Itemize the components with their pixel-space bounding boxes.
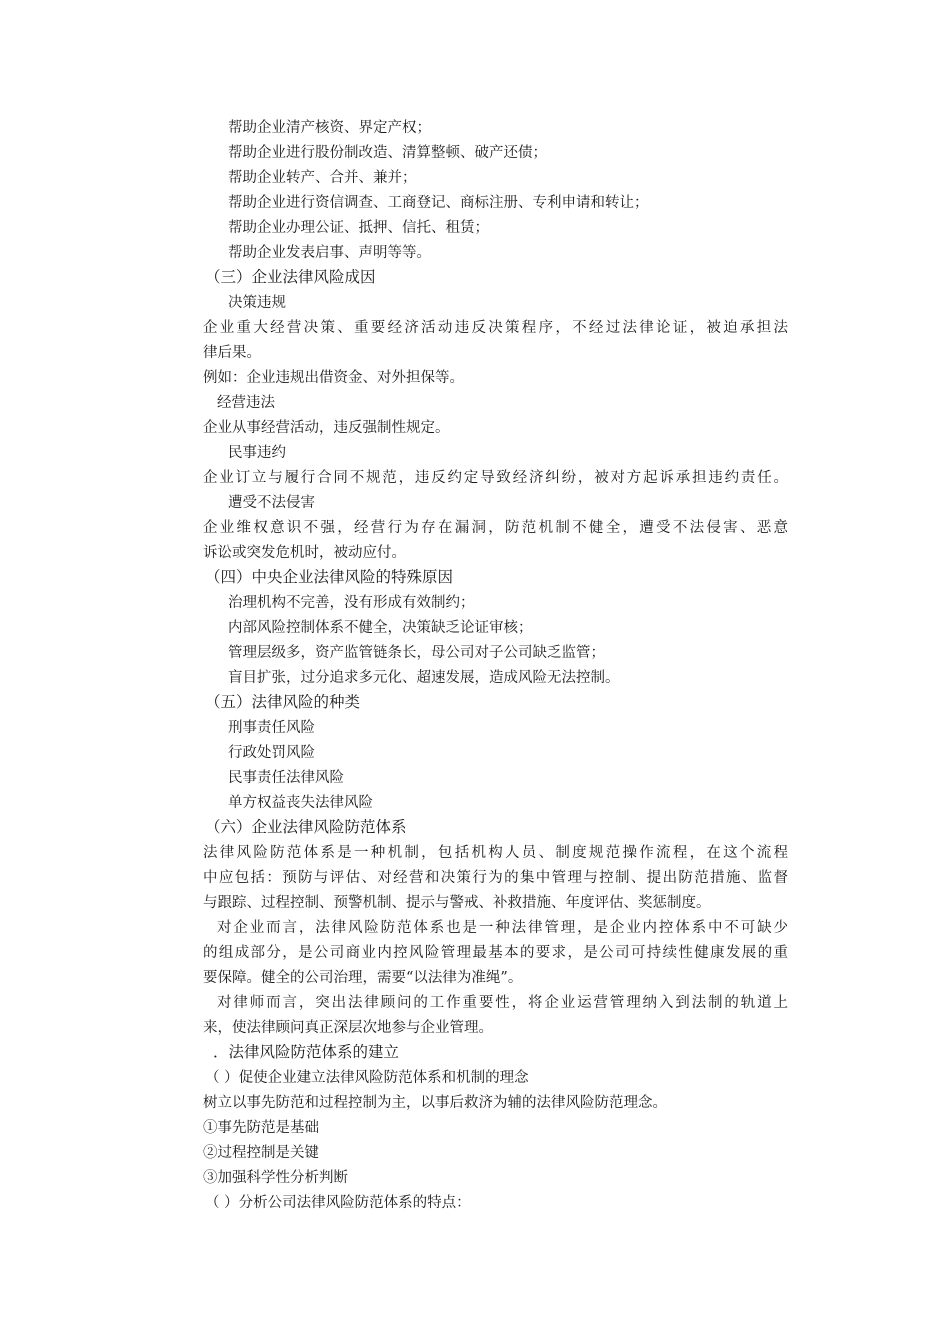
text-line: 帮助企业清产核资、界定产权； [228, 120, 431, 136]
subheading: 遭受不法侵害 [228, 495, 315, 511]
list-item: ②过程控制是关键 [203, 1145, 319, 1161]
section-heading: （四）中央企业法律风险的特殊原因 [205, 568, 454, 586]
paragraph-line: 来，使法律顾问真正深层次地参与企业管理。 [203, 1020, 493, 1036]
list-item: 民事责任法律风险 [228, 770, 344, 786]
section-heading: （三）企业法律风险成因 [205, 268, 376, 286]
paragraph-line: 的组成部分，是公司商业内控风险管理最基本的要求，是公司可持续性健康发展的重 [203, 945, 788, 961]
section-heading: ．法律风险防范体系的建立 [213, 1043, 400, 1061]
list-item: ③加强科学性分析判断 [203, 1170, 348, 1186]
paragraph-line: 律后果。 [203, 345, 261, 361]
subheading: 决策违规 [228, 295, 286, 311]
paragraph-line: 法律风险防范体系是一种机制，包括机构人员、制度规范操作流程，在这个流程 [203, 845, 788, 861]
subheading: 民事违约 [228, 445, 286, 461]
subsection-heading: （ ）分析公司法律风险防范体系的特点： [205, 1195, 471, 1211]
subheading: 经营违法 [217, 395, 275, 411]
list-item: ①事先防范是基础 [203, 1120, 319, 1136]
paragraph-line: 对企业而言，法律风险防范体系也是一种法律管理，是企业内控体系中不可缺少 [217, 920, 788, 936]
list-item: 刑事责任风险 [228, 720, 315, 736]
paragraph-line: 企业重大经营决策、重要经济活动违反决策程序，不经过法律论证，被迫承担法 [203, 320, 788, 336]
subsection-heading: （ ）促使企业建立法律风险防范体系和机制的理念 [205, 1070, 529, 1086]
paragraph-line: 例如：企业违规出借资金、对外担保等。 [203, 370, 464, 386]
paragraph-line: 要保障。健全的公司治理，需要“以法律为准绳”。 [203, 970, 523, 986]
text-line: 帮助企业办理公证、抵押、信托、租赁； [228, 220, 489, 236]
paragraph-line: 企业维权意识不强，经营行为存在漏洞，防范机制不健全，遭受不法侵害、恶意 [203, 520, 788, 536]
paragraph-line: 中应包括：预防与评估、对经营和决策行为的集中管理与控制、提出防范措施、监督 [203, 870, 788, 886]
list-item: 单方权益丧失法律风险 [228, 795, 373, 811]
text-line: 帮助企业进行资信调查、工商登记、商标注册、专利申请和转让； [228, 195, 649, 211]
section-heading: （六）企业法律风险防范体系 [205, 818, 407, 836]
paragraph-line: 企业订立与履行合同不规范，违反约定导致经济纠纷，被对方起诉承担违约责任。 [203, 470, 788, 486]
text-line: 帮助企业进行股份制改造、清算整顿、破产还债； [228, 145, 547, 161]
paragraph-line: 企业从事经营活动，违反强制性规定。 [203, 420, 450, 436]
paragraph-line: 对律师而言，突出法律顾问的工作重要性，将企业运营管理纳入到法制的轨道上 [217, 995, 788, 1011]
list-item: 盲目扩张，过分追求多元化、超速发展，造成风险无法控制。 [228, 670, 620, 686]
text-line: 帮助企业转产、合并、兼并； [228, 170, 417, 186]
section-heading: （五）法律风险的种类 [205, 693, 361, 711]
list-item: 管理层级多，资产监管链条长，母公司对子公司缺乏监管； [228, 645, 605, 661]
paragraph-line: 诉讼或突发危机时，被动应付。 [203, 545, 406, 561]
list-item: 行政处罚风险 [228, 745, 315, 761]
list-item: 内部风险控制体系不健全，决策缺乏论证审核； [228, 620, 533, 636]
paragraph-line: 树立以事先防范和过程控制为主，以事后救济为辅的法律风险防范理念。 [203, 1095, 667, 1111]
list-item: 治理机构不完善，没有形成有效制约； [228, 595, 475, 611]
paragraph-line: 与跟踪、过程控制、预警机制、提示与警戒、补救措施、年度评估、奖惩制度。 [203, 895, 711, 911]
text-line: 帮助企业发表启事、声明等等。 [228, 245, 431, 261]
